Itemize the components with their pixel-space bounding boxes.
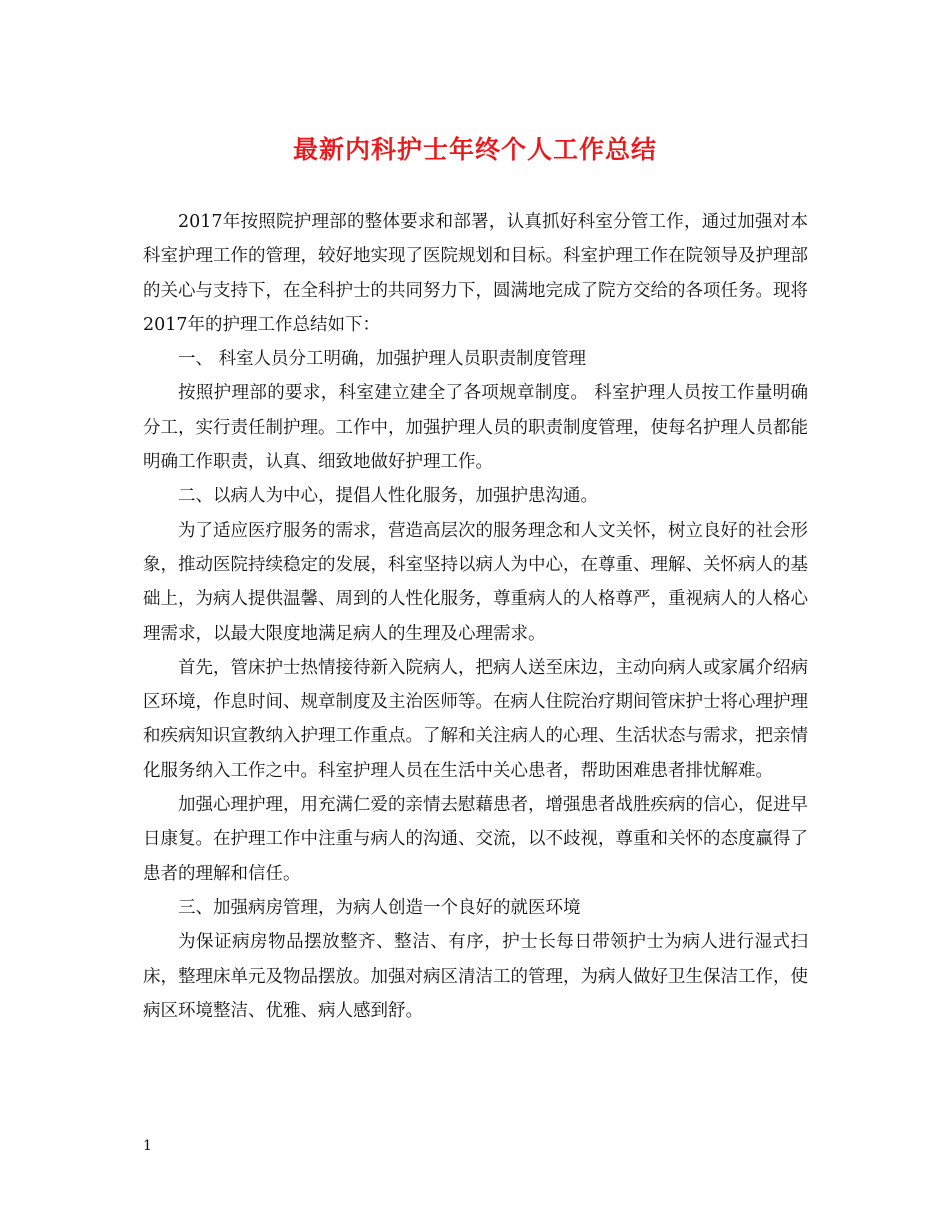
paragraph-section-1: 按照护理部的要求，科室建立建全了各项规章制度。 科室护理人员按工作量明确分工，实行责任制护理。工作中，加强护理人员的职责制度管理，使每名护理人员都能明确工作职责，认真、细致地做好护理工作。 <box>143 383 808 473</box>
section-heading-3: 三、加强病房管理，为病人创造一个良好的就医环境 <box>178 897 581 918</box>
document-body <box>143 205 808 1028</box>
paragraph-section-2c: 加强心理护理，用充满仁爱的亲情去慰藉患者，增强患者战胜疾病的信心，促进早日康复。在护理工作中注重与病人的沟通、交流，以不歧视，尊重和关怀的态度赢得了患者的理解和信任。 <box>143 795 808 884</box>
paragraph-intro: 2017年按照院护理部的整体要求和部署，认真抓好科室分管工作，通过加强对本科室护理工作的管理，较好地实现了医院规划和目标。科室护理工作在院领导及护理部的关心与支持下，在全科护士的共同努力下，圆满地完成了院方交给的各项任务。现将2017年的护理工作总结如下： <box>143 212 808 335</box>
paragraph-section-2b: 首先，管床护士热情接待新入院病人，把病人送至床边，主动向病人或家属介绍病区环境，作息时间、规章制度及主治医师等。在病人住院治疗期间管床护士将心理护理和疾病知识宣教纳入护理工作重点。了解和关注病人的心理、生活状态与需求，把亲情化服务纳入工作之中。科室护理人员在生活中关心患者，帮助困难患者排忧解难。 <box>143 657 808 781</box>
page-number: 1 <box>143 1138 152 1154</box>
section-heading-2: 二、以病人为中心，提倡人性化服务，加强护患沟通。 <box>178 486 598 507</box>
document-title: 最新内科护士年终个人工作总结 <box>292 135 657 164</box>
paragraph-section-2a: 为了适应医疗服务的需求，营造高层次的服务理念和人文关怀，树立良好的社会形象，推动医院持续稳定的发展，科室坚持以病人为中心，在尊重、理解、关怀病人的基础上，为病人提供温馨、周到的人性化服务，尊重病人的人格尊严，重视病人的人格心理需求，以最大限度地满足病人的生理及心理需求。 <box>143 520 808 644</box>
paragraph-section-3: 为保证病房物品摆放整齐、整洁、有序，护士长每日带领护士为病人进行湿式扫床，整理床单元及物品摆放。加强对病区清洁工的管理，为病人做好卫生保洁工作，使病区环境整洁、优雅、病人感到舒。 <box>143 932 808 1021</box>
section-heading-1: 一、 科室人员分工明确，加强护理人员职责制度管理 <box>178 349 587 370</box>
